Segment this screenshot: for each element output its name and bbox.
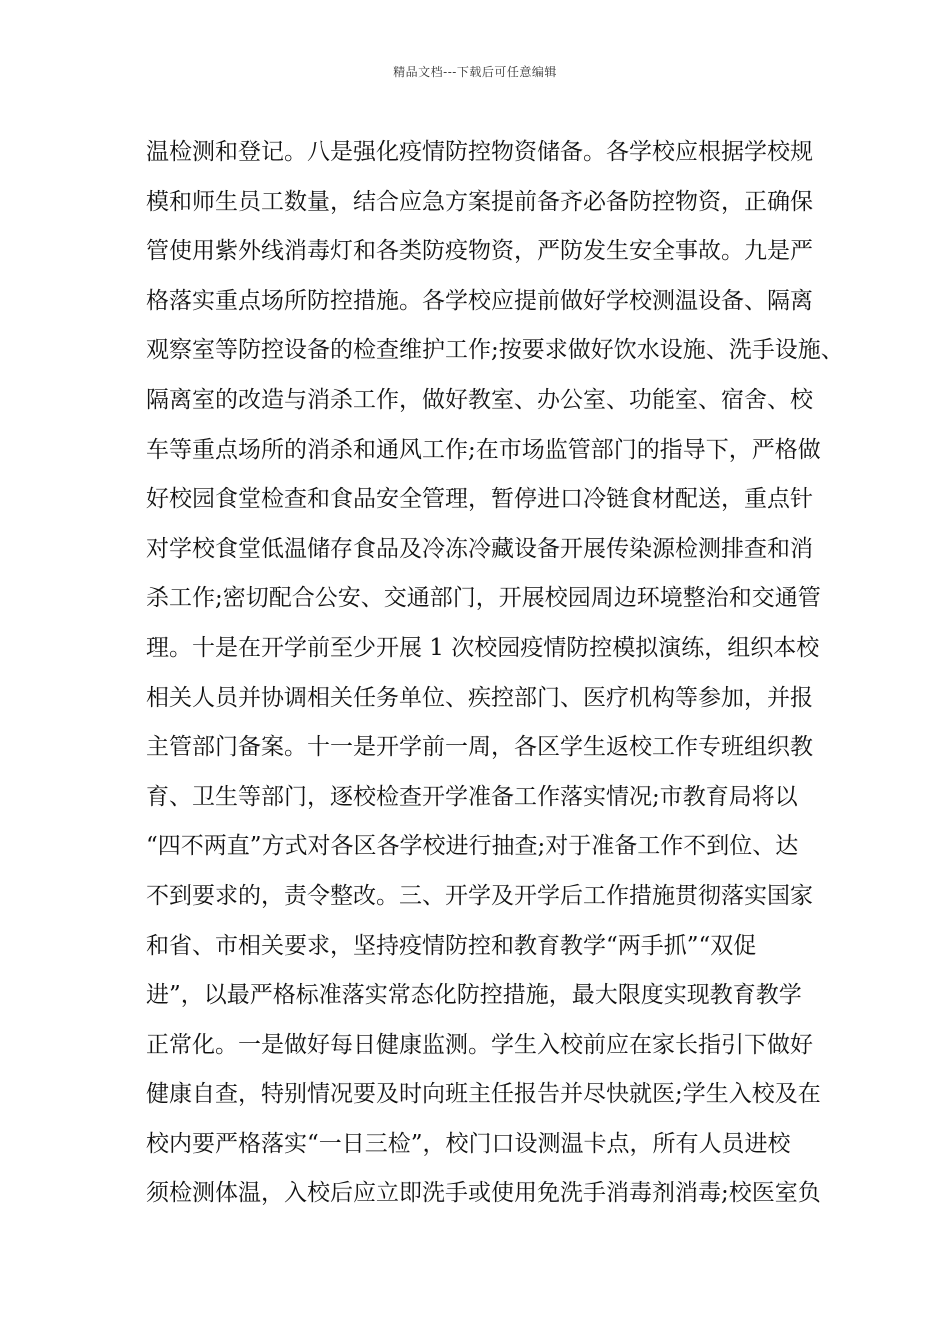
body-text <box>146 131 844 1222</box>
text-line: 观察室等防控设备的检查维护工作;按要求做好饮水设施、洗手设施、 <box>146 337 844 364</box>
page-header: 精品文档---下载后可任意编辑 <box>393 65 557 79</box>
text-line: 管使用紫外线消毒灯和各类防疫物资，严防发生安全事故。九是严 <box>146 238 813 265</box>
text-line: 健康自查，特别情况要及时向班主任报告并尽快就医;学生入校及在 <box>146 1081 821 1108</box>
text-line: 格落实重点场所防控措施。各学校应提前做好学校测温设备、隔离 <box>146 287 813 314</box>
text-line: 温检测和登记。八是强化疫情防控物资储备。各学校应根据学校规 <box>146 139 813 165</box>
text-line: 理。十是在开学前至少开展 1 次校园疫情防控模拟演练，组织本校 <box>146 634 820 661</box>
text-line: 进”，以最严格标准落实常态化防控措施，最大限度实现教育教学 <box>146 982 802 1009</box>
text-line: 正常化。一是做好每日健康监测。学生入校前应在家长指引下做好 <box>146 1031 813 1058</box>
text-line: 主管部门备案。十一是开学前一周，各区学生返校工作专班组织教 <box>146 734 813 761</box>
text-line: 对学校食堂低温储存食品及冷冻冷藏设备开展传染源检测排查和消 <box>146 535 813 562</box>
text-line: 不到要求的，责令整改。三、开学及开学后工作措施贯彻落实国家 <box>146 882 813 909</box>
text-line: 模和师生员工数量，结合应急方案提前备齐必备防控物资，正确保 <box>146 188 813 215</box>
text-line: 隔离室的改造与消杀工作，做好教室、办公室、功能室、宿舍、校 <box>146 386 813 413</box>
text-line: 和省、市相关要求，坚持疫情防控和教育教学“两手抓”“双促 <box>146 932 757 959</box>
text-line: 杀工作;密切配合公安、交通部门，开展校园周边环境整治和交通管 <box>146 585 821 612</box>
text-line: 车等重点场所的消杀和通风工作;在市场监管部门的指导下，严格做 <box>146 436 821 463</box>
text-line: 须检测体温，入校后应立即洗手或使用免洗手消毒剂消毒;校医室负 <box>146 1180 821 1207</box>
text-line: 好校园食堂检查和食品安全管理，暂停进口冷链食材配送，重点针 <box>146 486 813 513</box>
text-line: 相关人员并协调相关任务单位、疾控部门、医疗机构等参加，并报 <box>146 684 813 711</box>
text-line: 育、卫生等部门，逐校检查开学准备工作落实情况;市教育局将以 <box>146 783 798 810</box>
text-line: 校内要严格落实“一日三检”，校门口设测温卡点，所有人员进校 <box>146 1130 791 1157</box>
text-line: “四不两直”方式对各区各学校进行抽查;对于准备工作不到位、达 <box>146 833 799 860</box>
